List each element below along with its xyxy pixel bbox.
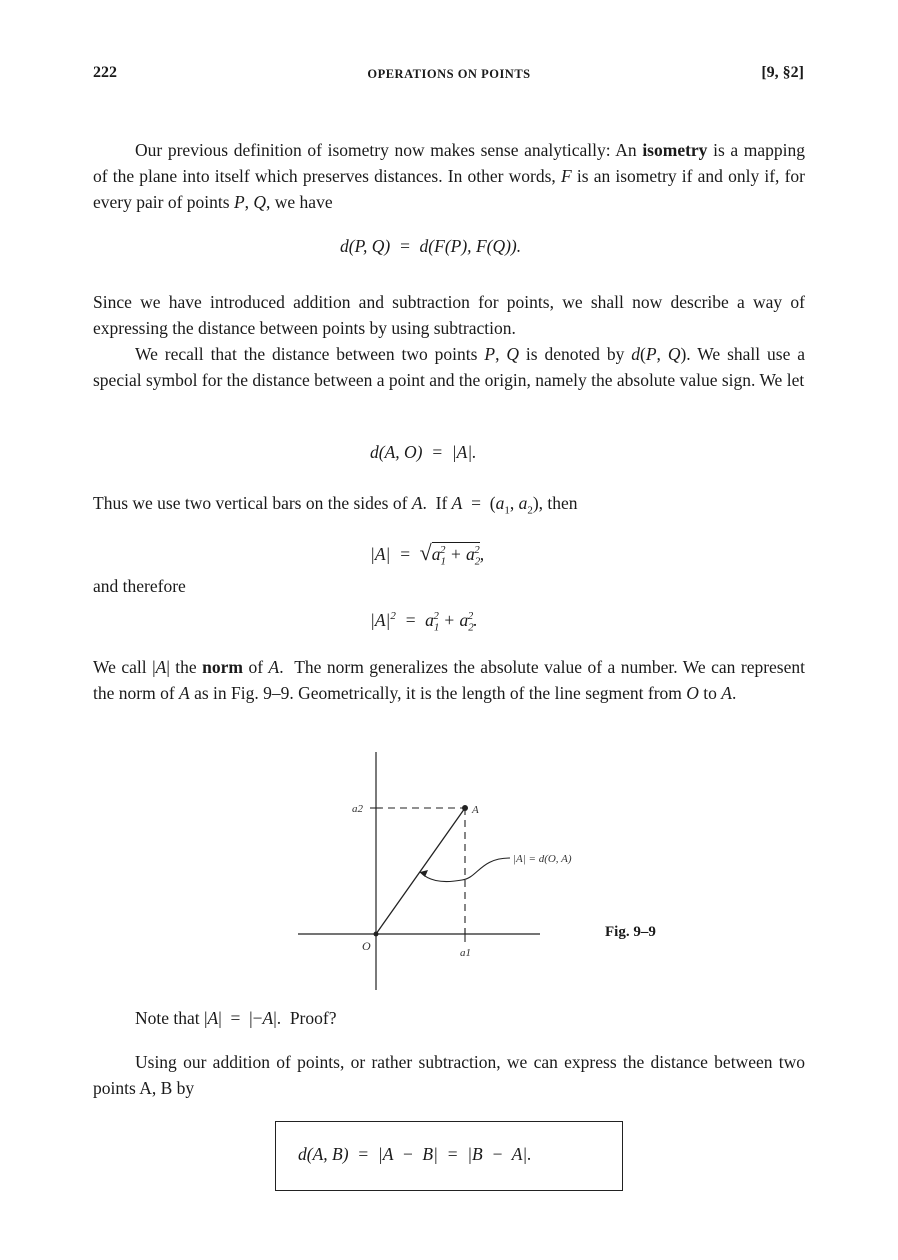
label-a: A [472, 804, 479, 816]
paragraph-absolute-value: We recall that the distance between two points P, Q is denoted by d(P, Q). We shall use a special symbol for the distance between a point and the origin, namely the absolute value sign. We let [93, 344, 806, 390]
paragraph-note: Note that |A| = |−A|. Proof? [135, 1008, 337, 1028]
point-a [462, 805, 468, 811]
point-origin [374, 932, 379, 937]
figure-caption: Fig. 9–9 [605, 924, 656, 940]
label-a1: a1 [460, 947, 471, 959]
paragraph-therefore: and therefore [93, 576, 186, 596]
equation-isometry: d(P, Q) = d(F(P), F(Q)). [340, 236, 522, 256]
equation-distance: d(A, B) = |A − B| = |B − A|. [298, 1144, 532, 1164]
paragraph-distance: Using our addition of points, or rather subtraction, we can express the distance between two points A, B by [93, 1052, 805, 1098]
equation-norm-squared: $|A|^2 = a_1^2 + a_2^2$. [370, 610, 478, 634]
paragraph-vertical-bars: Thus we use two vertical bars on the sides of A. If $A = (a_1$, $a_2$), then [93, 493, 578, 517]
equation-norm-definition: d(A, O) = |A|. [370, 442, 477, 462]
label-a2: a2 [352, 803, 363, 815]
segment-o-to-a [376, 808, 465, 934]
paragraph-norm: We call |A| the norm of A. The norm generalizes the absolute value of a number. We can represent the norm of A as in Fig. 9–9. Geometrically, it is the length of the line segment from O to A. [93, 657, 805, 703]
section-ref: [9, §2] [761, 64, 804, 81]
annotation-arrowhead [420, 870, 428, 877]
paragraph-isometry: Our previous definition of isometry now makes sense analytically: An isometry is a mapping of the plane into itself which preserves distances. In other words, F is an isometry if and only if, for every pair of points P, Q, we have [93, 140, 806, 212]
page-number: 222 [93, 64, 117, 81]
label-norm-annotation: |A| = d(O, A) [513, 853, 572, 865]
equation-norm-formula: $|A| = √a_1^2 + a_2^2$, [370, 540, 485, 568]
label-origin: O [362, 939, 371, 953]
term-norm: norm [202, 657, 243, 677]
term-isometry: isometry [642, 140, 708, 160]
paragraph-subtraction: Since we have introduced addition and subtraction for points, we shall now describe a way of expressing the distance between points by using subtraction. [93, 292, 805, 338]
boxed-equation [275, 1121, 623, 1191]
running-title: OPERATIONS ON POINTS [367, 67, 531, 81]
annotation-curve [420, 858, 510, 882]
